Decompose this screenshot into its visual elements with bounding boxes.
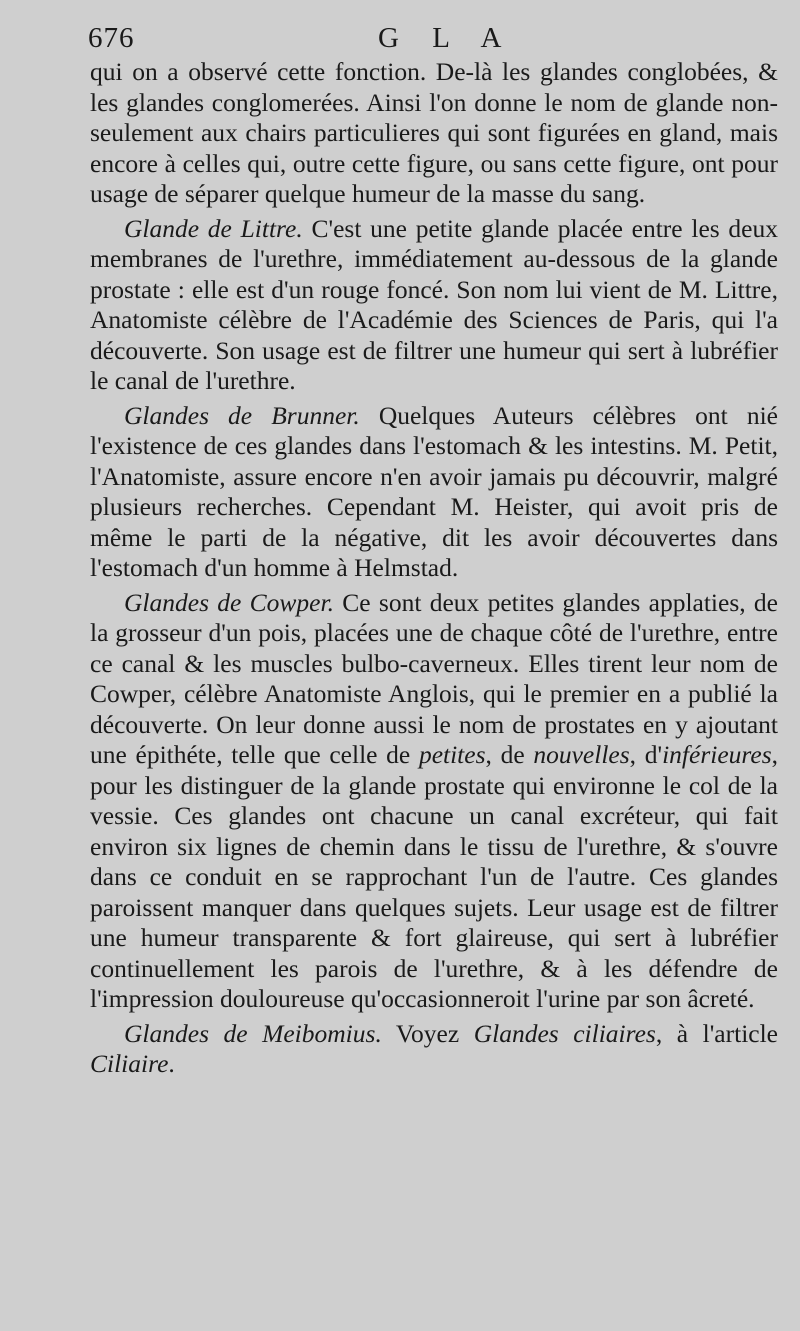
italic-word: nouvelles [533, 740, 630, 769]
paragraph-text: C'est une petite glande placée entre les deux membranes de l'urethre, immédiatement au-dessous de la glande prostate : elle est d'un rouge foncé. Son nom lui vient de M. Littre, Anatomiste célèbre de l'Académie des Sciences de Paris, qui l'a découverte. Son usage est de filtrer une humeur qui sert à lubréfier le canal de l'urethre. [90, 213, 778, 395]
paragraph-glandes-de-meibomius [90, 1019, 778, 1080]
paragraph-glandes-de-cowper [90, 588, 778, 1015]
paragraph-text: , de [485, 740, 534, 769]
page-number: 676 [88, 22, 135, 54]
page-header [88, 22, 748, 58]
paragraph-text: Ce sont deux petites glandes applaties, de la grosseur d'un pois, placées une de chaque côté de l'urethre, entre ce canal & les muscles bulbo-caverneux. Elles tirent leur nom de Cowper, célèbre Anatomiste Anglois, qui le premier en a publié la découverte. On leur donne aussi le nom de prostates en y ajoutant une épithéte, telle que celle de [90, 587, 778, 769]
italic-word: inférieures [662, 740, 772, 769]
entry-term: Glandes de Brunner. [124, 400, 360, 430]
body-text [90, 57, 778, 1080]
entry-term: Glandes de Cowper. [124, 587, 334, 617]
paragraph-text: , d' [629, 740, 663, 769]
italic-word: Ciliaire [90, 1049, 169, 1078]
entry-term: Glande de Littre. [124, 213, 303, 243]
paragraph-text: Voyez [381, 1018, 474, 1048]
paragraph-text: , pour les distinguer de la glande prostate qui environne le col de la vessie. Ces glandes ont chacune un canal excréteur, qui fait environ six lignes de chemin dans le tissu de l'urethre, & s'ouvre dans ce conduit en se rapprochant l'un de l'autre. Ces glandes paroissent manquer dans quelques sujets. Leur usage est de filtrer une humeur transparente & fort glaireuse, qui sert à lubréfier continuellement les parois de l'urethre, & à les défendre de l'impression douloureuse qu'occasionneroit l'urine par son âcreté. [90, 740, 778, 1013]
paragraph-glande-de-littre [90, 214, 778, 397]
paragraph-text: , à l'article [655, 1018, 778, 1048]
italic-word: Glandes ciliaires [473, 1018, 656, 1048]
entry-term: Glandes de Meibomius. [124, 1018, 382, 1048]
paragraph-glandes-intro [90, 57, 778, 210]
italic-word: petites [418, 740, 486, 769]
paragraph-text: Quelques Auteurs célèbres ont nié l'existence de ces glandes dans l'estomach & les intestins. M. Petit, l'Anatomiste, assure encore n'en avoir jamais pu découvrir, malgré plusieurs recherches. Cependant M. Heister, qui avoit pris de même le parti de la négative, dit les avoir découvertes dans l'estomach d'un homme à Helmstad. [90, 400, 778, 582]
paragraph-text: qui on a observé cette fonction. De-là les glandes conglobées, & les glandes conglomerées. Ainsi l'on donne le nom de glande non-seulement aux chairs particulieres qui sont figurées en gland, mais encore à celles qui, outre cette figure, ou sans cette figure, ont pour usage de séparer quelque humeur de la masse du sang. [90, 57, 778, 208]
paragraph-glandes-de-brunner [90, 401, 778, 584]
running-head: G L A [378, 22, 515, 54]
paragraph-text: . [168, 1049, 175, 1078]
